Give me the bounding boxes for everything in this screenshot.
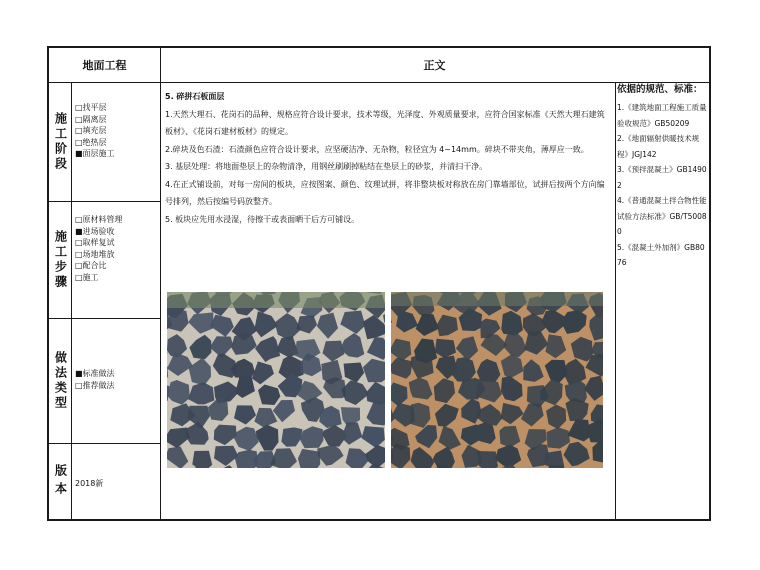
- body-paragraph: 1.天然大理石、花岗石的品种、规格应符合设计要求，技术等级，光泽度、外观质量要求，应符合国家标准《天然大理石建筑板材》、《花岗石建材板材》的规定。: [165, 109, 605, 136]
- version-label: [49, 443, 71, 521]
- practice-label: [49, 318, 71, 443]
- reference-item: 4.《普通混凝土拌合物性能试验方法标准》GB/T50080: [617, 196, 707, 236]
- body-paragraph: 3. 基层处理：将地面垫层上的杂物清净，用钢丝刷刷掉粘结在垫层上的砂浆，并清扫干净。: [165, 162, 488, 171]
- steps-item[interactable]: □取样复试: [75, 238, 115, 247]
- reference-item: 5.《混凝土外加剂》GB8076: [617, 242, 705, 267]
- body-content: [165, 88, 611, 228]
- references-title: 依据的规范、标准：: [617, 84, 703, 95]
- steps-item[interactable]: □场地堆放: [75, 249, 115, 259]
- divider-left-col: [160, 48, 161, 519]
- stage-list: [75, 102, 115, 160]
- steps-item[interactable]: ■进场验收: [75, 226, 115, 236]
- practice-label-text: 做法类型: [53, 350, 68, 411]
- body-paragraph: 5. 板块应先用水浸湿，待擦干或表面晒干后方可铺设。: [165, 214, 360, 224]
- version-label-text: 版本: [53, 464, 68, 500]
- stage-item[interactable]: □填充层: [75, 126, 107, 135]
- references-panel: [617, 82, 709, 271]
- crazy-paving-image: [391, 292, 603, 468]
- practice-item[interactable]: □推荐做法: [75, 380, 115, 390]
- header-left-title: 地面工程: [82, 59, 127, 72]
- steps-item[interactable]: □原材料管理: [75, 215, 123, 224]
- reference-item: 1.《建筑地面工程施工质量验收规范》GB50209: [617, 103, 707, 128]
- practice-list: [75, 368, 115, 391]
- body-paragraph: 4.在正式铺设前，对每一房间的板块，应按图案、颜色、纹理试拼，将非整块板对称放在房门靠墙部位，试拼后按两个方向编号排列，然后按编号码放整齐。: [165, 179, 605, 206]
- stage-label: [49, 82, 71, 201]
- photo-crazy-paving-wet: [391, 292, 603, 468]
- divider-header: [49, 82, 709, 83]
- stage-label-text: 施工阶段: [53, 111, 68, 172]
- practice-item[interactable]: ■标准做法: [75, 369, 115, 378]
- version-value: 2018新: [75, 479, 104, 488]
- steps-item[interactable]: □施工: [75, 272, 99, 282]
- body-paragraph: 2.碎块及色石渣：石渣颜色应符合设计要求，应坚硬洁净、无杂物，粒径宜为 4~14mm。碎块不带夹角，薄厚应一致。: [165, 144, 589, 154]
- crazy-paving-image: [167, 292, 385, 468]
- reference-item: 2.《地面辐射供暖技术规程》JGJ142: [617, 134, 700, 159]
- steps-item[interactable]: □配合比: [75, 261, 107, 270]
- divider-ref-col: [615, 82, 616, 519]
- reference-item: 3.《预拌混凝土》GB14902: [617, 165, 707, 190]
- photo-crazy-paving-dry: [167, 292, 385, 468]
- stage-item[interactable]: □绝热层: [75, 137, 107, 147]
- spec-sheet: [47, 46, 711, 521]
- steps-list: [75, 214, 123, 283]
- body-title: 5. 碎拼石板面层: [165, 92, 225, 101]
- steps-label: [49, 201, 71, 318]
- stage-item[interactable]: □找平层: [75, 103, 107, 112]
- header-main-title: 正文: [423, 59, 446, 72]
- steps-label-text: 施工步骤: [53, 229, 68, 290]
- stage-item[interactable]: ■面层施工: [75, 149, 115, 158]
- divider-label-col: [71, 82, 72, 519]
- stage-item[interactable]: □隔离层: [75, 114, 107, 124]
